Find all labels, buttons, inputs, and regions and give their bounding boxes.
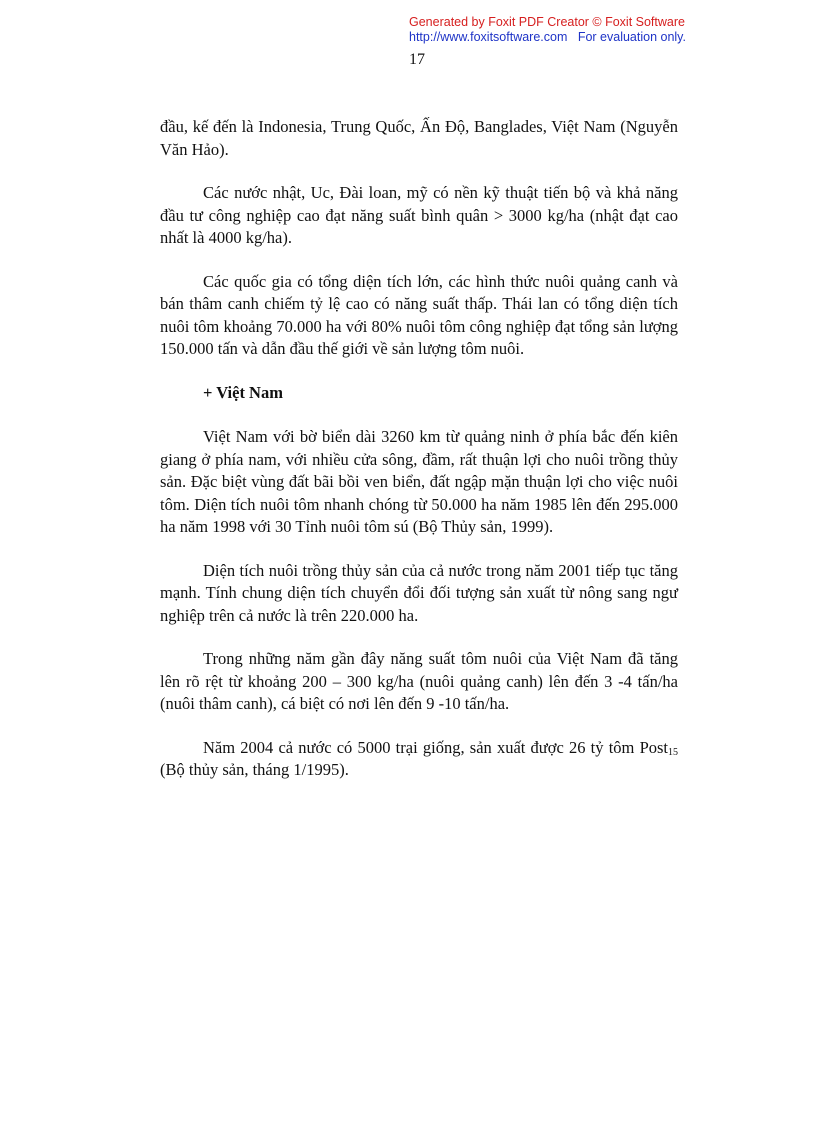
page-number: 17 xyxy=(409,51,425,68)
paragraph-developed-countries: Các nước nhật, Uc, Đài loan, mỹ có nền kỹ thuật tiến bộ và khả năng đầu tư công nghiệp cao đạt năng suất bình quân > 3000 kg/ha (nhật đạt cao nhất là 4000 kg/ha). xyxy=(160,183,678,247)
paragraph-shrimp-productivity: Trong những năm gần đây năng suất tôm nuôi của Việt Nam đã tăng lên rõ rệt từ khoảng 200 – 300 kg/ha (nuôi quảng canh) lên đến 3 -4 tấn/ha (nuôi thâm canh), cá biệt có nơi lên đến 9 -10 tấn/ha. xyxy=(160,649,678,713)
watermark-url: http://www.foxitsoftware.com xyxy=(409,30,568,44)
section-heading-vietnam: + Việt Nam xyxy=(203,382,283,402)
post-subscript: 15 xyxy=(668,746,678,758)
foxit-watermark xyxy=(409,15,686,45)
paragraph-large-area-countries: Các quốc gia có tổng diện tích lớn, các hình thức nuôi quảng canh và bán thâm canh chiếm tỷ lệ cao có năng suất thấp. Thái lan có tổng diện tích nuôi tôm khoảng 70.000 ha với 80% nuôi tôm công nghiệp đạt tổng sản lượng 150.000 tấn và dẫn đầu thế giới về sản lượng tôm nuôi. xyxy=(160,271,678,358)
watermark-generator-line: Generated by Foxit PDF Creator © Foxit Software xyxy=(409,15,685,29)
paragraph-continuation: đầu, kế đến là Indonesia, Trung Quốc, Ấn Độ, Banglades, Việt Nam (Nguyễn Văn Hảo). xyxy=(160,117,678,159)
paragraph-hatcheries-2004 xyxy=(160,737,678,782)
paragraph-aquaculture-area-2001: Diện tích nuôi trồng thủy sản của cả nước trong năm 2001 tiếp tục tăng mạnh. Tính chung diện tích chuyển đổi đối tượng sản xuất từ nông sang ngư nghiệp trên cả nước là trên 220.000 ha. xyxy=(160,560,678,625)
watermark-link-line xyxy=(409,30,686,45)
paragraph-vietnam-coastline: Việt Nam với bờ biển dài 3260 km từ quảng ninh ở phía bắc đến kiên giang ở phía nam, với nhiều cửa sông, đầm, rất thuận lợi cho nuôi trồng thủy sản. Đặc biệt vùng đất bãi bồi ven biển, đất ngập mặn thuận lợi cho việc nuôi tôm. Diện tích nuôi tôm nhanh chóng từ 50.000 ha năm 1985 lên đến 295.000 ha năm 1998 với 30 Tỉnh nuôi tôm sú (Bộ Thủy sản, 1999). xyxy=(160,427,678,536)
hatcheries-citation: (Bộ thủy sản, tháng 1/1995). xyxy=(160,760,349,779)
watermark-evaluation-note: For evaluation only. xyxy=(577,30,686,44)
hatcheries-text: Năm 2004 cả nước có 5000 trại giống, sản xuất được 26 tỷ tôm Post xyxy=(203,737,668,757)
document-body xyxy=(160,116,678,803)
